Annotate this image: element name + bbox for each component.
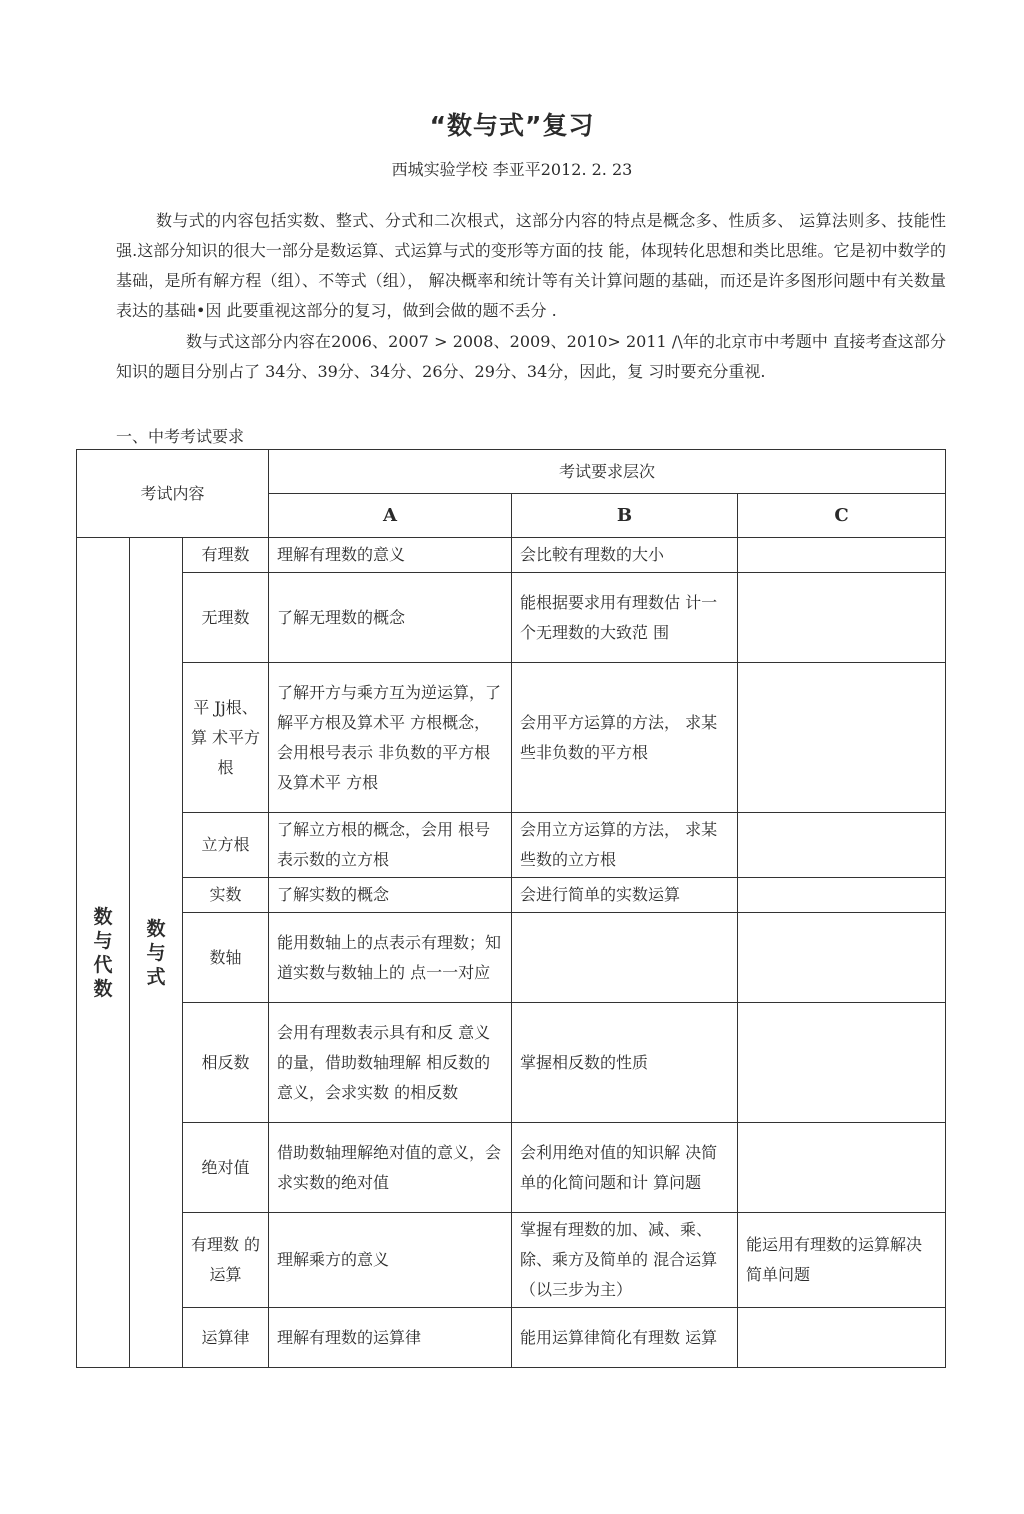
level-c-cell bbox=[738, 1003, 946, 1123]
table-row bbox=[77, 1123, 946, 1213]
level-c-cell bbox=[738, 913, 946, 1003]
category-number-algebra: 数与代数 bbox=[77, 538, 130, 1368]
header-level-c: C bbox=[738, 494, 946, 538]
level-c-cell bbox=[738, 1123, 946, 1213]
section-heading: 一、中考考试要求 bbox=[116, 427, 245, 446]
header-requirement-levels: 考试要求层次 bbox=[269, 450, 946, 494]
topic-cell: 相反数 bbox=[183, 1003, 269, 1123]
level-b-cell: 会进行简单的实数运算 bbox=[512, 878, 738, 913]
document-title: “数与式”复习 bbox=[429, 111, 595, 140]
level-c-cell bbox=[738, 1308, 946, 1368]
level-b-cell: 会比較有理数的大小 bbox=[512, 538, 738, 573]
level-a-cell: 了解无理数的概念 bbox=[269, 573, 512, 663]
table-row bbox=[77, 538, 946, 573]
table-row bbox=[77, 1213, 946, 1308]
category-numbers-expressions: 数与式 bbox=[130, 538, 183, 1368]
level-b-cell: 掌握有理数的加、减、乘、除、乘方及简单的 混合运算（以三步为主） bbox=[512, 1213, 738, 1308]
header-level-a: A bbox=[269, 494, 512, 538]
table-row bbox=[77, 913, 946, 1003]
level-a-cell: 能用数轴上的点表示有理数；知道实数与数轴上的 点一一对应 bbox=[269, 913, 512, 1003]
topic-cell: 立方根 bbox=[183, 813, 269, 878]
header-level-b: B bbox=[512, 494, 738, 538]
level-b-cell: 能用运算律简化有理数 运算 bbox=[512, 1308, 738, 1368]
table-row bbox=[77, 1003, 946, 1123]
topic-cell: 数轴 bbox=[183, 913, 269, 1003]
topic-cell: 有理数 的运算 bbox=[183, 1213, 269, 1308]
topic-cell: 无理数 bbox=[183, 573, 269, 663]
table-row bbox=[77, 813, 946, 878]
header-exam-content: 考试内容 bbox=[77, 450, 269, 538]
level-a-cell: 了解开方与乘方互为逆运算，了解平方根及算术平 方根概念，会用根号表示 非负数的平方根及算术平 方根 bbox=[269, 663, 512, 813]
level-a-cell: 理解乘方的意义 bbox=[269, 1213, 512, 1308]
topic-cell: 运算律 bbox=[183, 1308, 269, 1368]
topic-cell: 绝对值 bbox=[183, 1123, 269, 1213]
exam-stats-paragraph: 数与式这部分内容在2006、2007 > 2008、2009、2010> 2011 /\年的北京市中考题中 直接考查这部分知识的题目分别占了 34分、39分、34分、26分、29分、34分，因此，复 习时要充分重视. bbox=[116, 332, 946, 381]
level-c-cell: 能运用有理数的运算解决简单问题 bbox=[738, 1213, 946, 1308]
level-a-cell: 借助数轴理解绝对值的意义，会求实数的绝对值 bbox=[269, 1123, 512, 1213]
level-a-cell: 理解有理数的运算律 bbox=[269, 1308, 512, 1368]
level-b-cell: 会用立方运算的方法， 求某些数的立方根 bbox=[512, 813, 738, 878]
level-b-cell: 会利用绝对值的知识解 决简单的化简问题和计 算问题 bbox=[512, 1123, 738, 1213]
level-a-cell: 了解立方根的概念，会用 根号表示数的立方根 bbox=[269, 813, 512, 878]
author-line: 西城实验学校 李亚平2012. 2. 23 bbox=[391, 160, 633, 179]
level-c-cell bbox=[738, 663, 946, 813]
level-b-cell bbox=[512, 913, 738, 1003]
table-row bbox=[77, 663, 946, 813]
level-c-cell bbox=[738, 813, 946, 878]
level-b-cell: 能根据要求用有理数估 计一个无理数的大致范 围 bbox=[512, 573, 738, 663]
level-c-cell bbox=[738, 538, 946, 573]
level-a-cell: 会用有理数表示具有和反 意义的量，借助数轴理解 相反数的意义，会求实数 的相反数 bbox=[269, 1003, 512, 1123]
intro-paragraph: 数与式的内容包括实数、整式、分式和二次根式，这部分内容的特点是概念多、性质多、 运算法则多、技能性强.这部分知识的很大一部分是数运算、式运算与式的变形等方面的技 能，体现转化思想和类比思维。它是初中数学的基础，是所有解方程（组）、不等式（组）， 解决概率和统计等有关计算问题的基础，而还是许多图形问题中有关数量表达的基础•因 此要重视这部分的复习，做到会做的题不丢分 . bbox=[116, 211, 946, 320]
level-b-cell: 掌握相反数的性质 bbox=[512, 1003, 738, 1123]
table-row bbox=[77, 1308, 946, 1368]
exam-requirements-table bbox=[76, 449, 946, 1368]
topic-cell: 有理数 bbox=[183, 538, 269, 573]
level-c-cell bbox=[738, 573, 946, 663]
topic-cell: 实数 bbox=[183, 878, 269, 913]
level-a-cell: 了解实数的概念 bbox=[269, 878, 512, 913]
level-b-cell: 会用平方运算的方法， 求某些非负数的平方根 bbox=[512, 663, 738, 813]
table-row bbox=[77, 878, 946, 913]
level-a-cell: 理解有理数的意义 bbox=[269, 538, 512, 573]
table-header-row bbox=[77, 450, 946, 494]
topic-cell: 平 Jj根、算 术平方根 bbox=[183, 663, 269, 813]
table-row bbox=[77, 573, 946, 663]
level-c-cell bbox=[738, 878, 946, 913]
